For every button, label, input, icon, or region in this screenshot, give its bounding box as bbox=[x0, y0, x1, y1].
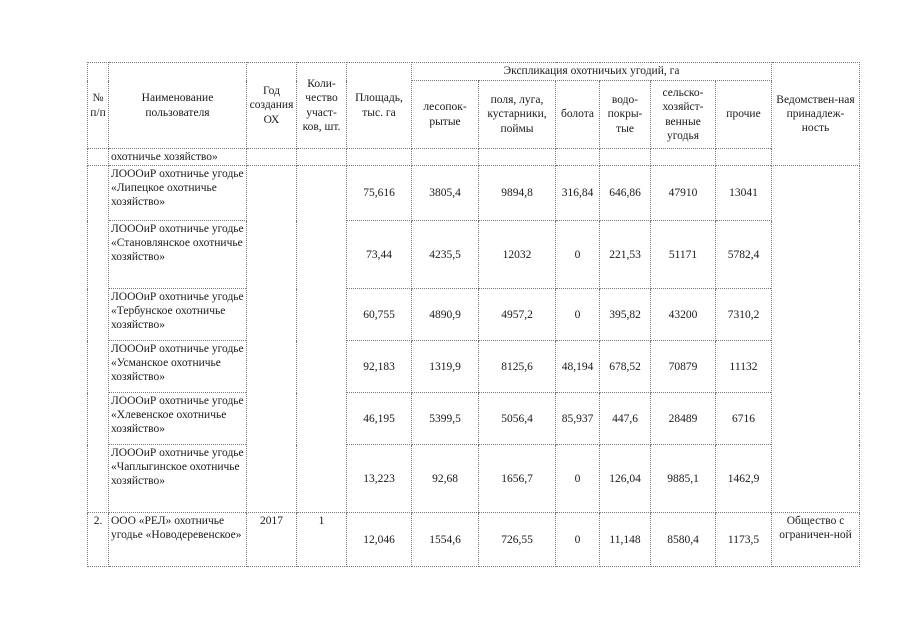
row-other: 1173,5 bbox=[716, 513, 772, 567]
table-row bbox=[88, 513, 860, 567]
hunting-grounds-table bbox=[87, 62, 860, 567]
row-dept-cell bbox=[772, 166, 860, 513]
row-swamps: 85,937 bbox=[556, 393, 600, 445]
row-fields: 5056,4 bbox=[479, 393, 556, 445]
row-area: 12,046 bbox=[347, 513, 412, 567]
row-no: 2. bbox=[88, 513, 109, 567]
header-col-swamps: болота bbox=[556, 81, 600, 149]
row-other: 1462,9 bbox=[716, 445, 772, 513]
row-forest: 4890,9 bbox=[412, 289, 479, 341]
row-agri: 51171 bbox=[651, 221, 716, 289]
header-col-water: водо-покры-тые bbox=[600, 81, 651, 149]
row-other: 11132 bbox=[716, 341, 772, 393]
row-name: ЛОООиР охотничье угодье «Тербунское охотничье хозяйство» bbox=[109, 289, 247, 341]
row-fields: 1656,7 bbox=[479, 445, 556, 513]
row-name: ЛОООиР охотничье угодье «Усманское охотничье хозяйство» bbox=[109, 341, 247, 393]
row-area: 13,223 bbox=[347, 445, 412, 513]
row-fields: 9894,8 bbox=[479, 166, 556, 221]
row-forest: 5399,5 bbox=[412, 393, 479, 445]
table-row bbox=[88, 166, 860, 221]
row-agri: 8580,4 bbox=[651, 513, 716, 567]
row-name: ЛОООиР охотничье угодье «Чаплыгинское охотничье хозяйство» bbox=[109, 445, 247, 513]
table-row bbox=[88, 445, 860, 513]
row-forest: 3805,4 bbox=[412, 166, 479, 221]
row-other: 13041 bbox=[716, 166, 772, 221]
table-row bbox=[88, 289, 860, 341]
row-area: 75,616 bbox=[347, 166, 412, 221]
row-area: 73,44 bbox=[347, 221, 412, 289]
row-area: 60,755 bbox=[347, 289, 412, 341]
row-fields: 4957,2 bbox=[479, 289, 556, 341]
table-row bbox=[88, 393, 860, 445]
row-agri: 28489 bbox=[651, 393, 716, 445]
row-forest: 1319,9 bbox=[412, 341, 479, 393]
table-row bbox=[88, 221, 860, 289]
row-water: 395,82 bbox=[600, 289, 651, 341]
carry-over-name: охотничье хозяйство» bbox=[109, 149, 247, 166]
row-swamps: 316,84 bbox=[556, 166, 600, 221]
row-fields: 12032 bbox=[479, 221, 556, 289]
table-row bbox=[88, 341, 860, 393]
row-water: 126,04 bbox=[600, 445, 651, 513]
row-forest: 4235,5 bbox=[412, 221, 479, 289]
row-no-cell bbox=[88, 166, 109, 513]
row-water: 11,148 bbox=[600, 513, 651, 567]
row-swamps: 48,194 bbox=[556, 341, 600, 393]
row-other: 7310,2 bbox=[716, 289, 772, 341]
row-dept: Общество с ограничен-ной bbox=[772, 513, 860, 567]
carry-cell-no bbox=[88, 149, 109, 166]
row-count-cell bbox=[297, 166, 347, 513]
row-water: 646,86 bbox=[600, 166, 651, 221]
row-count: 1 bbox=[297, 513, 347, 567]
row-other: 6716 bbox=[716, 393, 772, 445]
row-year-cell bbox=[247, 166, 297, 513]
header-col-no: № п/п bbox=[88, 63, 109, 149]
row-name: ЛОООиР охотничье угодье «Липецкое охотничье хозяйство» bbox=[109, 166, 247, 221]
row-agri: 9885,1 bbox=[651, 445, 716, 513]
header-group-explication: Экспликация охотничьих угодий, га bbox=[412, 63, 772, 81]
row-swamps: 0 bbox=[556, 445, 600, 513]
row-water: 447,6 bbox=[600, 393, 651, 445]
row-name: ООО «РЕЛ» охотничье угодье «Новодеревенское» bbox=[109, 513, 247, 567]
row-name: ЛОООиР охотничье угодье «Становлянское охотничье хозяйство» bbox=[109, 221, 247, 289]
row-area: 92,183 bbox=[347, 341, 412, 393]
row-forest: 92,68 bbox=[412, 445, 479, 513]
row-agri: 70879 bbox=[651, 341, 716, 393]
header-col-agri: сельско-хозяйст-венные угодья bbox=[651, 81, 716, 149]
header-col-fields: поля, луга, кустарники, поймы bbox=[479, 81, 556, 149]
header-col-other: прочие bbox=[716, 81, 772, 149]
row-swamps: 0 bbox=[556, 289, 600, 341]
row-swamps: 0 bbox=[556, 221, 600, 289]
header-col-area: Площадь, тыс. га bbox=[347, 63, 412, 149]
header-col-count: Коли-чество участ-ков, шт. bbox=[297, 63, 347, 149]
row-agri: 47910 bbox=[651, 166, 716, 221]
row-water: 221,53 bbox=[600, 221, 651, 289]
header-col-year: Год создания ОХ bbox=[247, 63, 297, 149]
row-forest: 1554,6 bbox=[412, 513, 479, 567]
row-agri: 43200 bbox=[651, 289, 716, 341]
header-col-name: Наименование пользователя bbox=[109, 63, 247, 149]
row-swamps: 0 bbox=[556, 513, 600, 567]
row-area: 46,195 bbox=[347, 393, 412, 445]
row-fields: 726,55 bbox=[479, 513, 556, 567]
row-fields: 8125,6 bbox=[479, 341, 556, 393]
row-year: 2017 bbox=[247, 513, 297, 567]
row-other: 5782,4 bbox=[716, 221, 772, 289]
row-name: ЛОООиР охотничье угодье «Хлевенское охотничье хозяйство» bbox=[109, 393, 247, 445]
row-water: 678,52 bbox=[600, 341, 651, 393]
header-col-dept: Ведомствен-ная принадлеж-ность bbox=[772, 63, 860, 166]
header-col-forest: лесопок-рытые bbox=[412, 81, 479, 149]
